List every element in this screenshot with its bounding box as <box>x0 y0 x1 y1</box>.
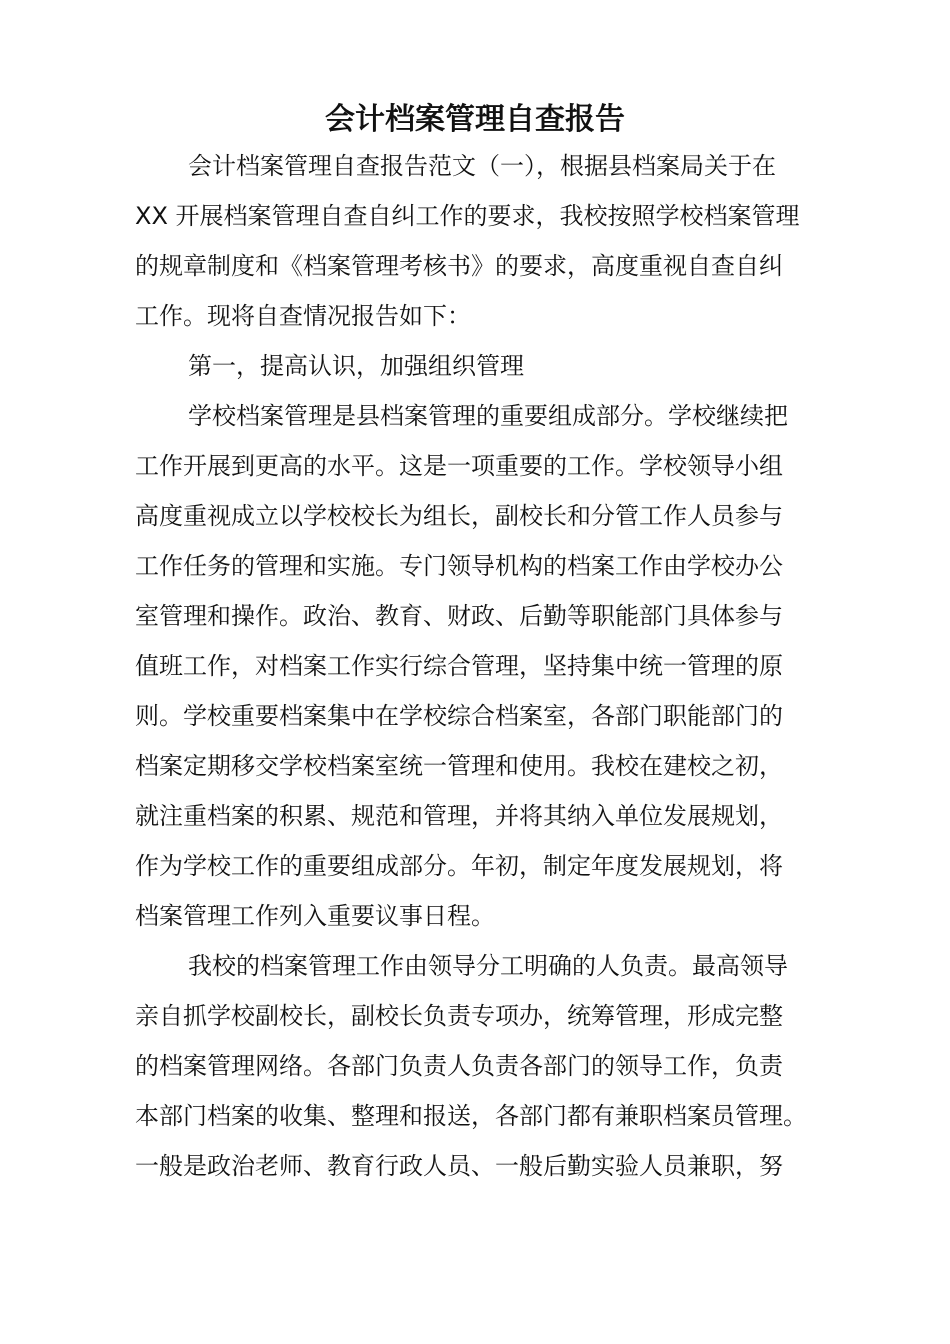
paragraph-line: 作为学校工作的重要组成部分。年初，制定年度发展规划，将 <box>135 852 783 880</box>
paragraph-line: 会计档案管理自查报告范文（一），根据县档案局关于在 <box>188 152 776 180</box>
document-title: 会计档案管理自查报告 <box>325 102 625 137</box>
paragraph-line: 档案定期移交学校档案室统一管理和使用。我校在建校之初， <box>135 752 783 780</box>
paragraph-line: 就注重档案的积累、规范和管理，并将其纳入单位发展规划， <box>135 802 783 830</box>
paragraph-line: 的档案管理网络。各部门负责人负责各部门的领导工作，负责 <box>135 1052 783 1080</box>
paragraph-line: 工作。现将自查情况报告如下： <box>135 302 471 330</box>
paragraph-line: 的规章制度和《档案管理考核书》的要求，高度重视自查自纠 <box>135 252 783 280</box>
paragraph-line: 本部门档案的收集、整理和报送，各部门都有兼职档案员管理。 <box>135 1102 807 1130</box>
paragraph-line: 则。学校重要档案集中在学校综合档案室，各部门职能部门的 <box>135 702 783 730</box>
paragraph-line: 室管理和操作。政治、教育、财政、后勤等职能部门具体参与 <box>135 602 783 630</box>
paragraph-line: 一般是政治老师、教育行政人员、一般后勤实验人员兼职，努 <box>135 1152 783 1180</box>
paragraph-line: 值班工作，对档案工作实行综合管理，坚持集中统一管理的原 <box>135 652 783 680</box>
paragraph-line: 亲自抓学校副校长，副校长负责专项办，统筹管理，形成完整 <box>135 1002 783 1030</box>
paragraph-line: 高度重视成立以学校校长为组长，副校长和分管工作人员参与 <box>135 502 783 530</box>
paragraph-line: 工作开展到更高的水平。这是一项重要的工作。学校领导小组 <box>135 452 783 480</box>
paragraph-line: 学校档案管理是县档案管理的重要组成部分。学校继续把 <box>188 402 788 430</box>
paragraph-line: 档案管理工作列入重要议事日程。 <box>135 902 495 930</box>
paragraph-line: 工作任务的管理和实施。专门领导机构的档案工作由学校办公 <box>135 552 783 580</box>
section-heading: 第一，提高认识，加强组织管理 <box>188 352 524 380</box>
paragraph-line: XX 开展档案管理自查自纠工作的要求，我校按照学校档案管理 <box>135 202 800 230</box>
paragraph-line: 我校的档案管理工作由领导分工明确的人负责。最高领导 <box>188 952 788 980</box>
